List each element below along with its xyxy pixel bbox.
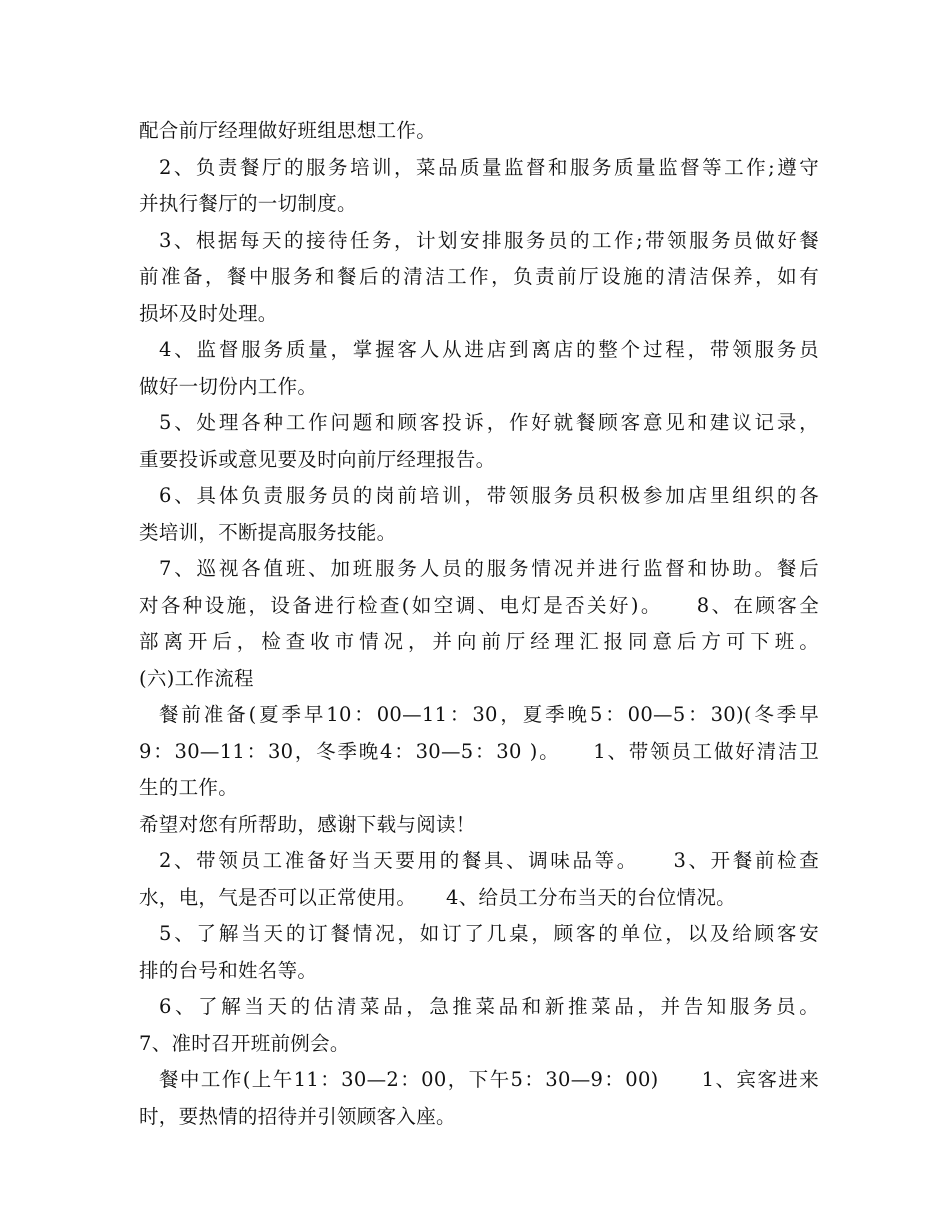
text-line: 5、处理各种工作问题和顾客投诉，作好就餐顾客意见和建议记录， [159,411,819,434]
text-line: 重要投诉或意见要及时向前厅经理报告。 [139,447,496,471]
section-heading: (六)工作流程 [139,666,254,690]
text-line: 3、根据每天的接待任务，计划安排服务员的工作;带领服务员做好餐 [159,228,819,252]
text-line: 餐中工作(上午11：30—2：00，下午5：30—9：00) 1、宾客进来 [159,1068,819,1091]
text-line: 2、负责餐厅的服务培训，菜品质量监督和服务质量监督等工作;遵守 [159,155,819,179]
text-line: 前准备，餐中服务和餐后的清洁工作，负责前厅设施的清洁保养，如有 [139,265,819,288]
text-line: 5、了解当天的订餐情况，如订了几桌，顾客的单位，以及给顾客安 [159,922,819,945]
text-line: 水，电，气是否可以正常使用。 4、给员工分布当天的台位情况。 [139,885,736,909]
text-line: 做好一切份内工作。 [139,374,318,398]
text-line: 对各种设施，设备进行检查(如空调、电灯是否关好)。 8、在顾客全 [139,593,819,617]
text-line: 4、监督服务质量，掌握客人从进店到离店的整个过程，带领服务员 [159,338,819,361]
text-line: 配合前厅经理做好班组思想工作。 [139,119,437,142]
text-line: 生的工作。 [139,776,239,799]
text-line: 并执行餐厅的一切制度。 [139,192,357,215]
document-body [139,113,819,1135]
text-line: 2、带领员工准备好当天要用的餐具、调味品等。 3、开餐前检查 [159,849,819,872]
text-line: 餐前准备(夏季早10：00—11：30，夏季晚5：00—5：30)(冬季早 [159,703,819,726]
text-line: 损坏及时处理。 [139,301,278,325]
text-line: 7、准时召开班前例会。 [139,1031,350,1055]
text-line: 排的台号和姓名等。 [139,958,318,982]
text-line: 部离开后，检查收市情况，并向前厅经理汇报同意后方可下班。 [139,630,819,653]
thanks-note: 希望对您有所帮助，感谢下载与阅读！ [139,812,476,836]
text-line: 6、了解当天的估清菜品，急推菜品和新推菜品，并告知服务员。 [159,995,819,1018]
text-line: 类培训，不断提高服务技能。 [139,520,397,544]
text-line: 6、具体负责服务员的岗前培训，带领服务员积极参加店里组织的各 [159,484,819,507]
text-line: 7、巡视各值班、加班服务人员的服务情况并进行监督和协助。餐后 [159,557,819,580]
text-line: 时，要热情的招待并引领顾客入座。 [139,1104,456,1128]
text-line: 9：30—11：30，冬季晚4：30—5：30 )。 1、带领员工做好清洁卫 [139,739,819,763]
